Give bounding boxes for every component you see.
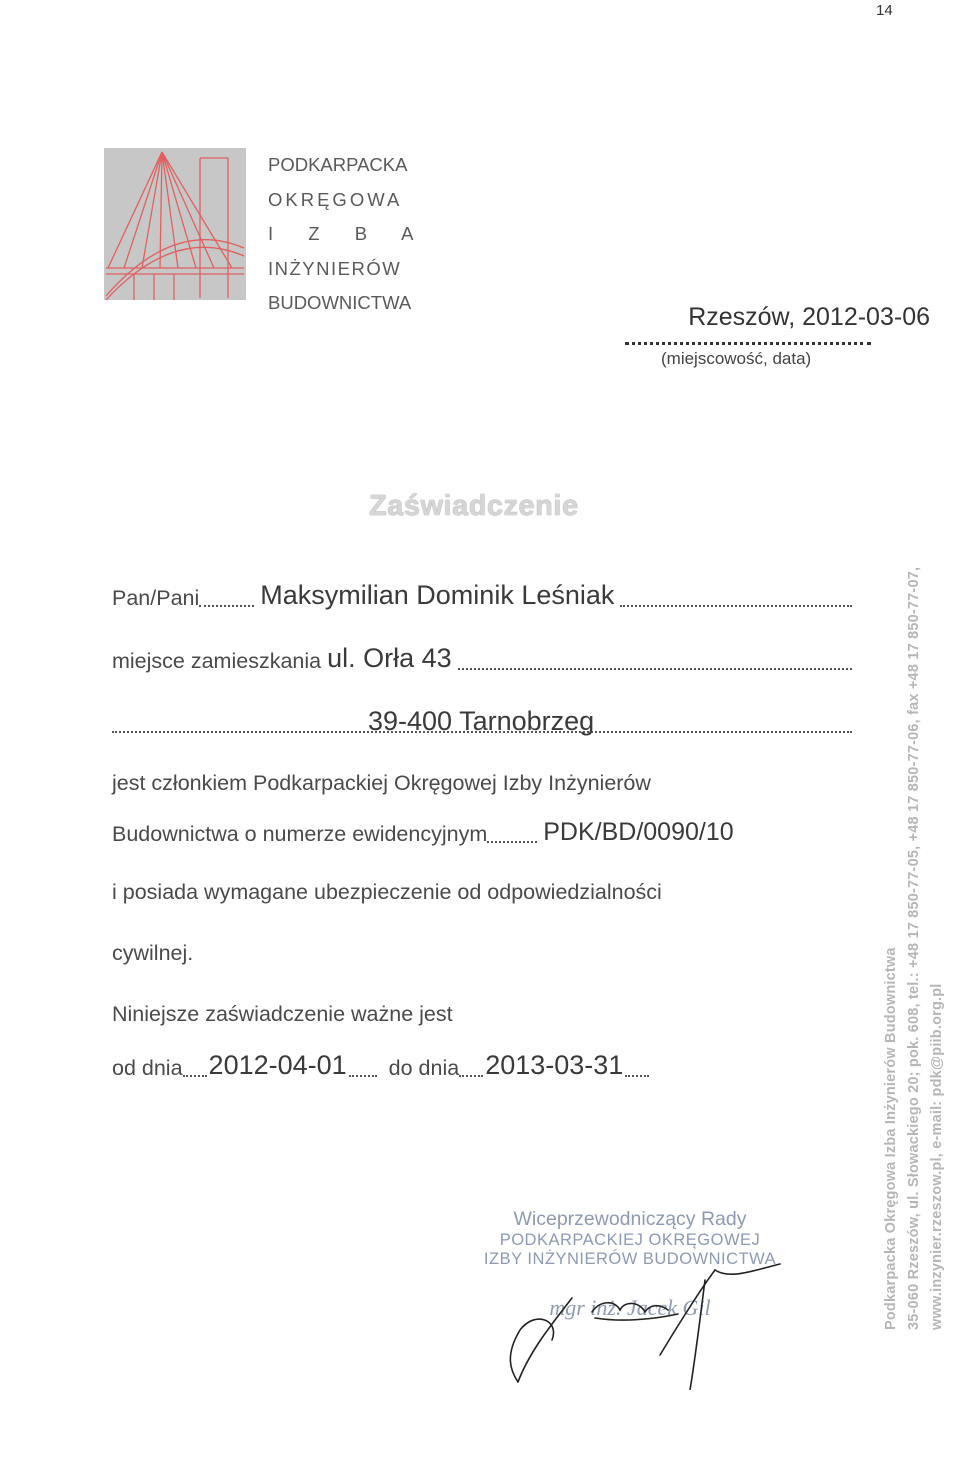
stamp-line-2: PODKARPACKIEJ OKRĘGOWEJ [499, 1231, 761, 1249]
place-date: Rzeszów, 2012-03-06 [688, 303, 930, 331]
date-dotted-line [625, 342, 871, 345]
dotted-leader [625, 1075, 649, 1077]
chamber-logo [104, 148, 246, 300]
dotted-leader [620, 605, 852, 607]
dotted-leader [349, 1075, 377, 1077]
dotted-leader [183, 1075, 207, 1077]
dotted-leader [199, 605, 254, 607]
residence-street: ul. Orła 43 [327, 643, 452, 673]
org-line-3: I Z B A [268, 223, 429, 244]
bridge-logo-icon [104, 148, 246, 300]
sidebar-line-1: Podkarpacka Okręgowa Izba Inżynierów Budownictwa [883, 947, 899, 1330]
residence-city: 39-400 Tarnobrzeg [368, 706, 595, 736]
recipient-label: Pan/Pani [112, 586, 200, 610]
registration-line [112, 818, 882, 847]
valid-to-label: do dnia [388, 1056, 460, 1080]
dotted-leader [458, 668, 852, 670]
residence-line [112, 643, 852, 674]
body-line-1: jest członkiem Podkarpackiej Okręgowej Izby Inżynierów [112, 771, 651, 795]
chamber-name [268, 148, 429, 321]
valid-from-date: 2012-04-01 [208, 1050, 347, 1080]
stamp-line-3: IZBY INŻYNIERÓW BUDOWNICTWA [483, 1250, 777, 1268]
residence-label: miejsce zamieszkania [112, 649, 322, 673]
org-line-5: BUDOWNICTWA [268, 292, 412, 313]
valid-from-label: od dnia [112, 1056, 183, 1080]
sidebar-line-2: 35-060 Rzeszów, ul. Słowackiego 20; pok. 608, tel.: +48 17 850-77-05, +48 17 850-77-06, fax +48 17 850-77-07, [906, 566, 922, 1330]
validity-line [112, 1050, 649, 1081]
stamp-line-1: Wiceprzewodniczący Rady [513, 1208, 747, 1230]
sidebar-line-3: www.inzynier.rzeszow.pl, e-mail: pdk@piib.org.pl [929, 983, 945, 1330]
residence-city-line [112, 703, 852, 737]
place-date-caption: (miejscowość, data) [661, 349, 812, 368]
recipient-line [112, 580, 852, 611]
body-line-4: cywilnej. [112, 941, 194, 965]
registration-number: PDK/BD/0090/10 [543, 818, 734, 846]
dotted-leader [487, 841, 537, 843]
org-line-4: INŻYNIERÓW [268, 257, 402, 279]
valid-to-date: 2013-03-31 [485, 1050, 624, 1080]
org-line-1: PODKARPACKA [268, 154, 408, 175]
body-line-2: Budownictwa o numerze ewidencyjnym [112, 822, 488, 846]
body-line-5: Niniejsze zaświadczenie ważne jest [112, 1002, 453, 1026]
body-line-3: i posiada wymagane ubezpieczenie od odpowiedzialności [112, 880, 662, 904]
page-number: 14 [876, 2, 893, 19]
org-line-2: OKRĘGOWA [268, 188, 403, 210]
stamp-signer: mgr inż. Jacek Gil [549, 1295, 711, 1320]
dotted-leader [459, 1075, 483, 1077]
recipient-name: Maksymilian Dominik Leśniak [260, 580, 615, 610]
handwritten-signature [500, 1260, 800, 1390]
document-title: Zaświadczenie [369, 490, 579, 522]
